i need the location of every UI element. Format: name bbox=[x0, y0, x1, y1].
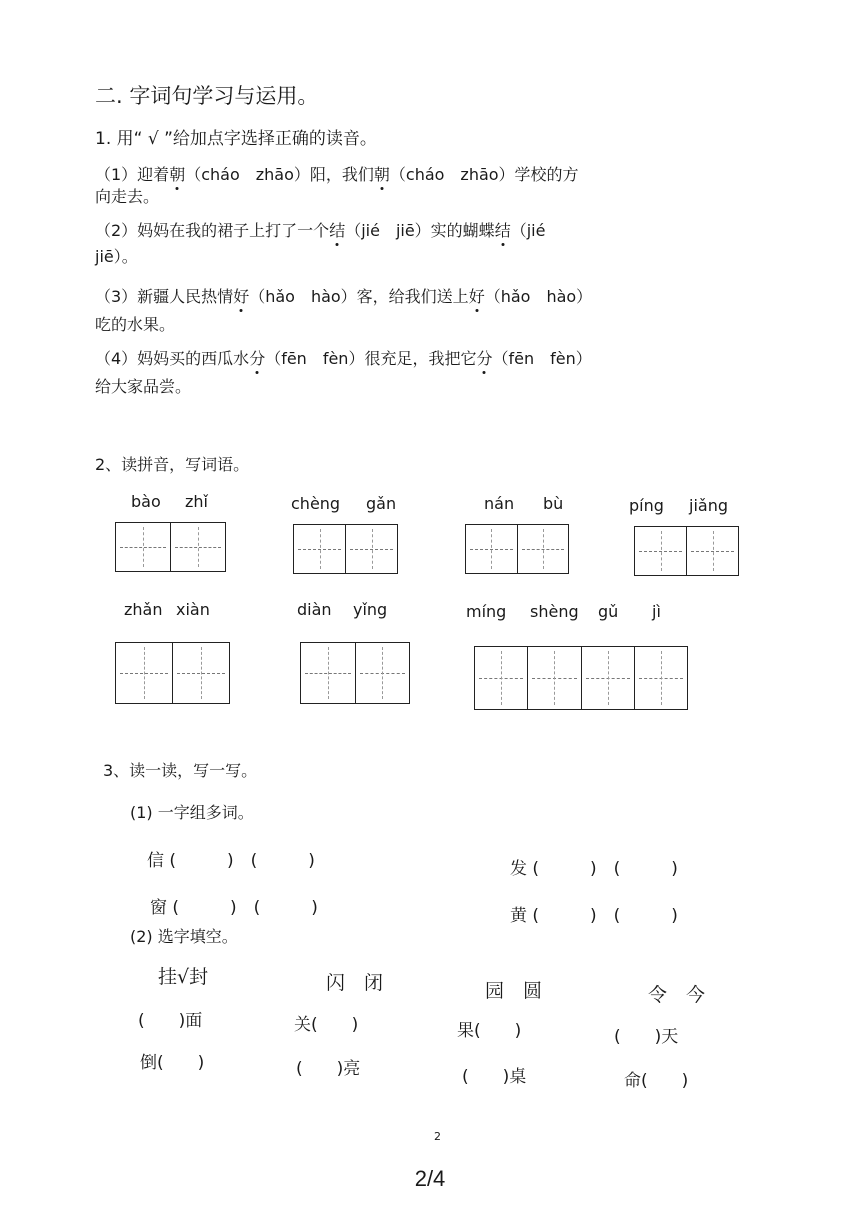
writing-grid[interactable] bbox=[293, 524, 398, 574]
q3-title: 3、读一读，写一写。 bbox=[103, 761, 258, 780]
writing-grid[interactable] bbox=[474, 646, 688, 710]
q3-sub1-title: (1) 一字组多词。 bbox=[130, 803, 254, 822]
dotted-char: 朝 bbox=[373, 165, 390, 184]
word-group-item: 窗 ( ) ( ) bbox=[150, 898, 318, 918]
dotted-char: 结 bbox=[494, 221, 511, 240]
pinyin: shèng bbox=[530, 602, 579, 621]
writing-grid[interactable] bbox=[300, 642, 410, 704]
word-group-item: 黄 ( ) ( ) bbox=[510, 906, 678, 926]
word-group-item: 信 ( ) ( ) bbox=[147, 851, 315, 871]
q1-item1-line1: （1）迎着朝（cháo zhāo）阳，我们朝（cháo zhāo）学校的方 bbox=[95, 165, 579, 184]
writing-grid[interactable] bbox=[115, 642, 230, 704]
q3-sub2-title: (2) 选字填空。 bbox=[130, 927, 238, 946]
q1-item3-line1: （3）新疆人民热情好（hǎo hào）客，给我们送上好（hǎo hào） bbox=[95, 287, 593, 306]
pinyin: jì bbox=[652, 602, 661, 621]
char-options: 挂√封 bbox=[158, 966, 209, 988]
q1-item3-line2: 吃的水果。 bbox=[95, 315, 176, 334]
pinyin: gǔ bbox=[598, 602, 619, 621]
pinyin: bù bbox=[543, 494, 564, 513]
fill-blank[interactable]: 关( ) bbox=[294, 1015, 359, 1035]
pinyin: míng bbox=[466, 602, 507, 621]
fill-blank[interactable]: 命( ) bbox=[624, 1071, 689, 1091]
fill-blank[interactable]: ( )桌 bbox=[462, 1067, 527, 1087]
section-title: 二. 字词句学习与运用。 bbox=[95, 84, 319, 108]
pinyin: yǐng bbox=[353, 600, 388, 619]
pinyin: chèng bbox=[291, 494, 341, 513]
pinyin: jiǎng bbox=[689, 496, 728, 515]
q1-item2-line1: （2）妈妈在我的裙子上打了一个结（jié jiē）实的蝴蝶结（jié bbox=[95, 221, 546, 240]
dotted-char: 朝 bbox=[169, 165, 186, 184]
fill-blank[interactable]: ( )面 bbox=[138, 1011, 203, 1031]
pinyin: diàn bbox=[297, 600, 332, 619]
page-number: 2 bbox=[434, 1130, 441, 1143]
pinyin: gǎn bbox=[366, 494, 397, 513]
char-options: 令 今 bbox=[648, 984, 706, 1006]
word-group-item: 发 ( ) ( ) bbox=[510, 859, 678, 879]
pinyin: zhǐ bbox=[185, 492, 208, 511]
page-indicator: 2/4 bbox=[414, 1166, 446, 1191]
q1-item4-line2: 给大家品尝。 bbox=[95, 377, 192, 396]
fill-blank[interactable]: ( )亮 bbox=[296, 1059, 361, 1079]
pinyin: bào bbox=[131, 492, 161, 511]
char-options: 园 圆 bbox=[485, 980, 543, 1002]
dotted-char: 分 bbox=[249, 349, 266, 368]
char-options: 闪 闭 bbox=[326, 972, 384, 994]
q2-title: 2、读拼音，写词语。 bbox=[95, 455, 250, 474]
pinyin: nán bbox=[484, 494, 515, 513]
q1-item2-line2: jiē）。 bbox=[95, 247, 138, 266]
fill-blank[interactable]: 倒( ) bbox=[140, 1053, 205, 1073]
fill-blank[interactable]: ( )天 bbox=[614, 1027, 679, 1047]
fill-blank[interactable]: 果( ) bbox=[457, 1021, 522, 1041]
dotted-char: 结 bbox=[329, 221, 346, 240]
dotted-char: 好 bbox=[468, 287, 485, 306]
pinyin: xiàn bbox=[176, 600, 210, 619]
q1-title: 1. 用“ √ ”给加点字选择正确的读音。 bbox=[95, 129, 377, 149]
writing-grid[interactable] bbox=[465, 524, 569, 574]
q1-item1-line2: 向走去。 bbox=[95, 187, 160, 206]
pinyin: píng bbox=[629, 496, 664, 515]
pinyin: zhǎn bbox=[124, 600, 163, 619]
writing-grid[interactable] bbox=[634, 526, 739, 576]
writing-grid[interactable] bbox=[115, 522, 226, 572]
dotted-char: 好 bbox=[233, 287, 250, 306]
dotted-char: 分 bbox=[476, 349, 493, 368]
q1-item4-line1: （4）妈妈买的西瓜水分（fēn fèn）很充足，我把它分（fēn fèn） bbox=[95, 349, 592, 368]
